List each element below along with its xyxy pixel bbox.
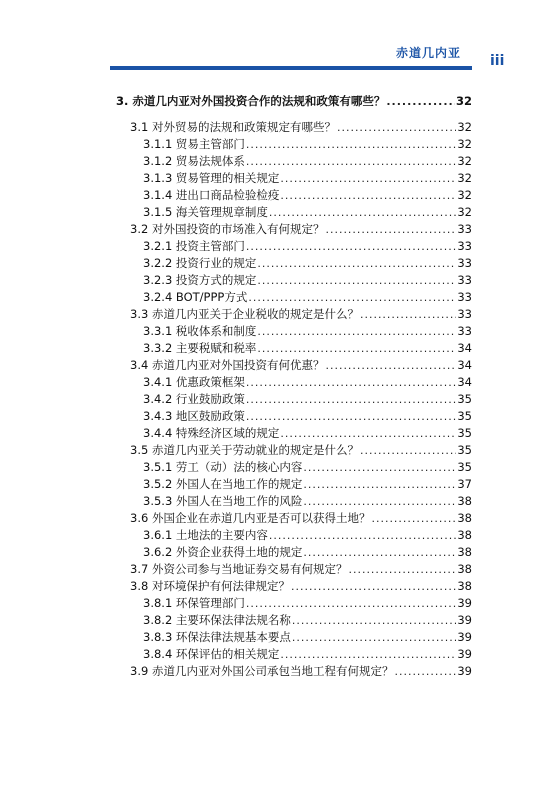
toc-entry-title: 3.8.1 环保管理部门: [143, 596, 245, 610]
toc-entry-page: 35: [457, 409, 472, 423]
toc-entry-page: 37: [457, 477, 472, 491]
toc-entry[interactable]: [110, 289, 472, 306]
toc-entry[interactable]: [110, 442, 472, 459]
toc-entry-page: 38: [457, 562, 472, 576]
toc-entry-title: 3.1.2 贸易法规体系: [143, 154, 245, 168]
dot-leader: [269, 527, 456, 544]
toc-entry[interactable]: [110, 93, 472, 110]
toc-entry-page: 38: [457, 579, 472, 593]
dot-leader: [246, 153, 456, 170]
toc-entry[interactable]: [110, 340, 472, 357]
dot-leader: [303, 544, 456, 561]
toc-entry-page: 32: [457, 171, 472, 185]
dot-leader: [292, 612, 456, 629]
toc-entry-page: 34: [457, 358, 472, 372]
toc-entry-page: 32: [457, 205, 472, 219]
dot-leader: [257, 272, 456, 289]
dot-leader: [394, 663, 456, 680]
toc-entry-page: 39: [457, 664, 472, 678]
toc-entry[interactable]: [110, 357, 472, 374]
toc-entry-title: 3.2.2 投资行业的规定: [143, 256, 257, 270]
dot-leader: [246, 391, 456, 408]
dot-leader: [257, 255, 456, 272]
dot-leader: [246, 408, 456, 425]
dot-leader: [291, 578, 456, 595]
toc-entry[interactable]: [110, 255, 472, 272]
toc-entry-title: 3.2.1 投资主管部门: [143, 239, 245, 253]
toc-entry-page: 32: [457, 154, 472, 168]
toc-entry[interactable]: [110, 272, 472, 289]
dot-leader: [280, 187, 456, 204]
dot-leader: [269, 204, 456, 221]
toc-entry-title: 3.1 对外贸易的法规和政策规定有哪些？: [130, 120, 336, 134]
table-of-contents: [110, 93, 472, 680]
toc-entry-page: 33: [457, 239, 472, 253]
toc-entry-title: 3.4 赤道几内亚对外国投资有何优惠？: [130, 358, 325, 372]
toc-entry-page: 33: [457, 324, 472, 338]
toc-entry-title: 3.8.4 环保评估的相关规定: [143, 647, 280, 661]
dot-leader: [303, 493, 456, 510]
toc-entry-title: 3.3 赤道几内亚关于企业税收的规定是什么？: [130, 307, 359, 321]
toc-entry-title: 3.5.1 劳工（动）法的核心内容: [143, 460, 303, 474]
toc-entry-title: 3.5 赤道几内亚关于劳动就业的规定是什么？: [130, 443, 359, 457]
toc-entry[interactable]: [110, 187, 472, 204]
toc-entry-title: 3.2.3 投资方式的规定: [143, 273, 257, 287]
dot-leader: [386, 93, 455, 110]
dot-leader: [280, 425, 456, 442]
toc-entry[interactable]: [110, 136, 472, 153]
toc-entry-page: 33: [457, 256, 472, 270]
toc-entry-page: 35: [457, 392, 472, 406]
dot-leader: [371, 510, 456, 527]
toc-entry-page: 33: [457, 222, 472, 236]
toc-entry-page: 38: [457, 511, 472, 525]
toc-entry[interactable]: [110, 323, 472, 340]
toc-entry-page: 38: [457, 528, 472, 542]
toc-entry-title: 3.2 对外国投资的市场准入有何规定？: [130, 222, 325, 236]
toc-entry[interactable]: [110, 221, 472, 238]
dot-leader: [292, 629, 456, 646]
toc-entry[interactable]: [110, 459, 472, 476]
toc-entry-page: 38: [457, 494, 472, 508]
toc-entry[interactable]: [110, 374, 472, 391]
dot-leader: [325, 357, 456, 374]
dot-leader: [303, 459, 456, 476]
toc-entry-page: 35: [457, 426, 472, 440]
toc-entry-title: 3. 赤道几内亚对外国投资合作的法规和政策有哪些？: [116, 94, 386, 108]
toc-entry-title: 3.1.5 海关管理规章制度: [143, 205, 268, 219]
page-number: iii: [490, 53, 505, 69]
dot-leader: [248, 289, 456, 306]
toc-entry-page: 32: [455, 94, 472, 108]
toc-entry-page: 33: [457, 273, 472, 287]
toc-entry-title: 3.5.2 外国人在当地工作的规定: [143, 477, 303, 491]
toc-entry[interactable]: [110, 561, 472, 578]
dot-leader: [246, 136, 456, 153]
toc-entry-title: 3.1.3 贸易管理的相关规定: [143, 171, 280, 185]
toc-entry[interactable]: [110, 425, 472, 442]
toc-entry-page: 39: [457, 596, 472, 610]
toc-entry-title: 3.8 对环境保护有何法律规定？: [130, 579, 290, 593]
toc-entry-title: 3.1.1 贸易主管部门: [143, 137, 245, 151]
toc-entry[interactable]: [110, 527, 472, 544]
toc-entry-page: 34: [457, 375, 472, 389]
dot-leader: [280, 170, 456, 187]
toc-entry-title: 3.4.4 特殊经济区域的规定: [143, 426, 280, 440]
toc-entry-page: 35: [457, 443, 472, 457]
toc-entry-page: 33: [457, 307, 472, 321]
toc-entry-title: 3.6.1 土地法的主要内容: [143, 528, 268, 542]
toc-entry[interactable]: [110, 646, 472, 663]
toc-entry[interactable]: [110, 663, 472, 680]
toc-entry-page: 32: [457, 188, 472, 202]
toc-entry-title: 3.4.3 地区鼓励政策: [143, 409, 245, 423]
toc-entry[interactable]: [110, 238, 472, 255]
dot-leader: [337, 119, 456, 136]
toc-entry[interactable]: [110, 119, 472, 136]
toc-entry[interactable]: [110, 493, 472, 510]
toc-entry[interactable]: [110, 612, 472, 629]
dot-leader: [325, 221, 456, 238]
toc-entry-page: 34: [457, 341, 472, 355]
toc-entry-title: 3.8.3 环保法律法规基本要点: [143, 630, 291, 644]
dot-leader: [360, 442, 456, 459]
toc-entry-title: 3.1.4 进出口商品检验检疫: [143, 188, 280, 202]
toc-entry[interactable]: [110, 391, 472, 408]
toc-entry[interactable]: [110, 204, 472, 221]
toc-entry-title: 3.4.1 优惠政策框架: [143, 375, 245, 389]
toc-entry[interactable]: [110, 476, 472, 493]
dot-leader: [257, 340, 456, 357]
toc-entry-page: 32: [457, 120, 472, 134]
dot-leader: [360, 306, 456, 323]
toc-entry[interactable]: [110, 170, 472, 187]
running-header-title: 赤道几内亚: [395, 46, 461, 60]
toc-entry[interactable]: [110, 595, 472, 612]
toc-entry-page: 39: [457, 630, 472, 644]
dot-leader: [280, 646, 456, 663]
toc-entry-page: 35: [457, 460, 472, 474]
dot-leader: [246, 238, 456, 255]
toc-entry-title: 3.8.2 主要环保法律法规名称: [143, 613, 291, 627]
toc-entry-title: 3.3.2 主要税赋和税率: [143, 341, 257, 355]
toc-entry[interactable]: [110, 510, 472, 527]
toc-entry-title: 3.4.2 行业鼓励政策: [143, 392, 245, 406]
toc-entry-page: 39: [457, 613, 472, 627]
toc-entry-page: 32: [457, 137, 472, 151]
toc-entry-title: 3.2.4 BOT/PPP方式: [143, 290, 248, 304]
toc-entry-title: 3.5.3 外国人在当地工作的风险: [143, 494, 303, 508]
toc-entry-title: 3.7 外资公司参与当地证券交易有何规定？: [130, 562, 348, 576]
toc-entry-page: 33: [457, 290, 472, 304]
toc-entry[interactable]: [110, 408, 472, 425]
dot-leader: [348, 561, 456, 578]
toc-entry-title: 3.3.1 税收体系和制度: [143, 324, 257, 338]
toc-entry-title: 3.6.2 外资企业获得土地的规定: [143, 545, 303, 559]
toc-entry-title: 3.9 赤道几内亚对外国公司承包当地工程有何规定？: [130, 664, 394, 678]
dot-leader: [257, 323, 456, 340]
toc-entry[interactable]: [110, 544, 472, 561]
toc-entry[interactable]: [110, 153, 472, 170]
toc-entry[interactable]: [110, 578, 472, 595]
toc-entry-page: 39: [457, 647, 472, 661]
toc-entry[interactable]: [110, 306, 472, 323]
toc-entry-page: 38: [457, 545, 472, 559]
toc-entry-title: 3.6 外国企业在赤道几内亚是否可以获得土地？: [130, 511, 371, 525]
dot-leader: [303, 476, 456, 493]
header-rule: [110, 66, 472, 70]
toc-entry[interactable]: [110, 629, 472, 646]
dot-leader: [246, 595, 456, 612]
dot-leader: [246, 374, 456, 391]
